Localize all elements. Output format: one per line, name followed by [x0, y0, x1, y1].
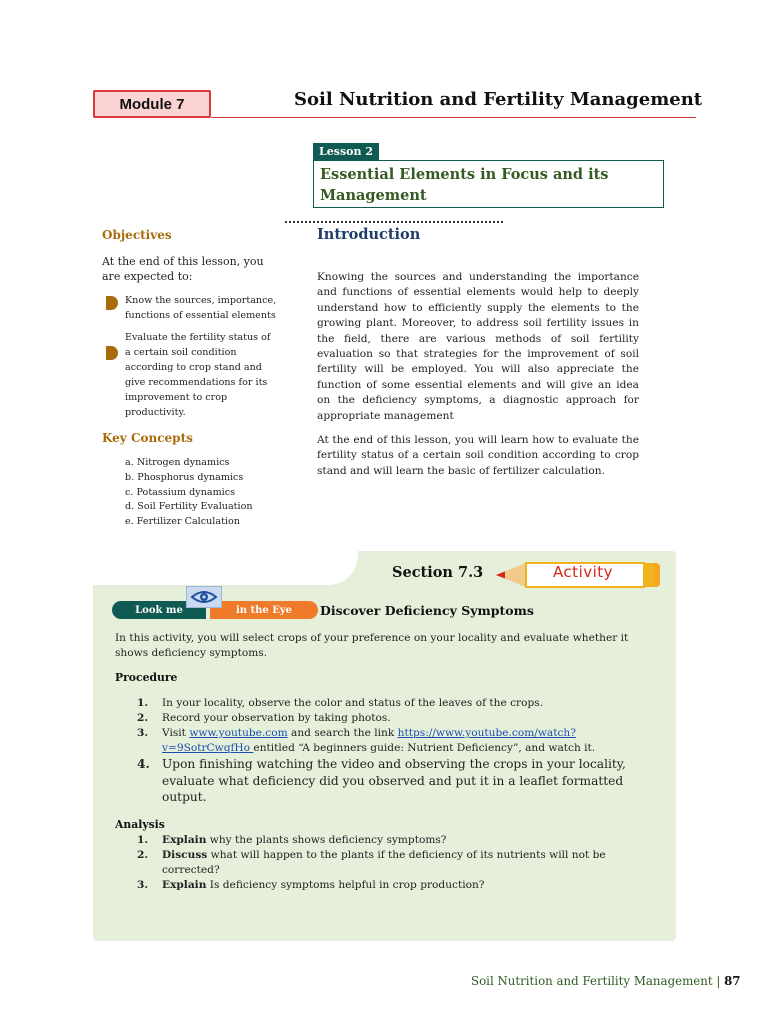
analysis-item — [137, 848, 637, 878]
analysis-verb: Explain — [162, 879, 207, 891]
key-concept-item: a. Nitrogen dynamics — [125, 457, 230, 468]
introduction-paragraph: At the end of this lesson, you will learn how to evaluate the fertility status of a certain soil condition according to crop stand and will learn the basic of fertilizer calculation. — [317, 434, 639, 477]
objectives-intro — [102, 254, 287, 284]
analysis-number: 1. — [137, 834, 149, 846]
lesson-title — [313, 160, 664, 208]
look-me-tab: Look me — [112, 601, 206, 619]
youtube-link[interactable]: www.youtube.com — [189, 727, 288, 739]
step-number: 1. — [137, 697, 149, 709]
analysis-verb: Discuss — [162, 849, 208, 861]
key-concept-item: c. Potassium dynamics — [125, 486, 236, 498]
step-text: and search the link — [287, 727, 398, 739]
activity-panel-notch — [93, 551, 358, 585]
key-concept-item: d. Soil Fertility Evaluation — [125, 501, 253, 513]
lesson-badge: Lesson 2 — [313, 143, 379, 160]
key-concept-item: b. Phosphorus dynamics — [125, 471, 244, 483]
page-footer — [471, 974, 741, 988]
step-number: 2. — [137, 712, 149, 724]
step-text: In your locality, observe the color and status of the leaves of the crops. — [162, 697, 544, 709]
introduction-heading: Introduction — [317, 226, 421, 243]
analysis-text: Is deficiency symptoms helpful in crop production? — [206, 879, 485, 891]
objectives-intro-line: are expected to: — [102, 270, 193, 283]
activity-title: Discover Deficiency Symptoms — [320, 603, 534, 618]
objective-item — [125, 330, 287, 420]
objective-line: a certain soil condition — [125, 347, 237, 358]
objective-line: productivity. — [125, 407, 186, 418]
dotted-divider — [285, 221, 503, 223]
activity-intro: In this activity, you will select crops of your preference on your locality and evaluate whether it shows deficiency symptoms. — [115, 632, 629, 659]
objective-line: improvement to crop — [125, 392, 228, 403]
objective-line: give recommendations for its — [125, 377, 268, 388]
step-text: Upon finishing watching the video and observing the crops in your locality, evaluate what deficiency did you observed and put it in a leaflet formatted output. — [162, 757, 626, 804]
procedure-step — [137, 711, 637, 726]
procedure-step — [137, 756, 637, 806]
step-number: 3. — [137, 727, 149, 739]
step-text: Record your observation by taking photos. — [162, 712, 391, 724]
key-concepts-heading: Key Concepts — [102, 431, 193, 445]
procedure-heading: Procedure — [115, 671, 178, 684]
step-number: 4. — [137, 757, 150, 771]
lesson-title-line1: Essential Elements in Focus and its — [320, 166, 609, 183]
objective-line: Know the sources, importance, — [125, 295, 277, 306]
analysis-item — [137, 878, 637, 893]
activity-label: Activity — [552, 563, 614, 581]
analysis-list — [137, 833, 637, 893]
analysis-number: 3. — [137, 879, 149, 891]
step-text: Visit — [162, 727, 190, 739]
objective-line: Evaluate the fertility status of — [125, 332, 271, 343]
footer-title: Soil Nutrition and Fertility Management — [471, 974, 713, 988]
in-the-eye-tab: in the Eye — [210, 601, 318, 619]
section-title: Section 7.3 — [392, 564, 484, 581]
bullet-icon — [106, 346, 118, 360]
introduction-paragraph: Knowing the sources and understanding the importance and functions of essential elements would help to deeply understand how to efficiently supply the elements to the growing plant. Moreover, to address soil fertility issues in the field, there are various methods of soil fertility evaluation so that strategies for the improvement of soil fertility will be employed. You will also appreciate the function of some essential elements and will give an idea on the deficiency symptoms, a diagnostic approach for appropriate management — [317, 271, 639, 422]
key-concepts-list — [125, 456, 253, 530]
procedure-list — [137, 696, 637, 806]
key-concept-item: e. Fertilizer Calculation — [125, 516, 240, 528]
objective-line: functions of essential elements — [125, 310, 276, 321]
module-label: Module 7 — [93, 90, 211, 118]
eye-icon — [186, 586, 222, 608]
video-link[interactable]: https://www.youtube.com/watch?v=9SotrCwqfHo — [162, 727, 576, 754]
header-rule — [211, 117, 696, 118]
module-title: Soil Nutrition and Fertility Management — [294, 89, 703, 110]
bullet-icon — [106, 296, 118, 310]
analysis-heading: Analysis — [115, 818, 165, 831]
procedure-step — [137, 696, 637, 711]
procedure-step — [137, 726, 637, 756]
analysis-verb: Explain — [162, 834, 207, 846]
analysis-text: why the plants shows deficiency symptoms? — [206, 834, 447, 846]
objective-item — [125, 293, 287, 323]
objectives-intro-line: At the end of this lesson, you — [102, 255, 264, 268]
objectives-heading: Objectives — [102, 228, 172, 242]
footer-separator: | — [716, 974, 721, 988]
analysis-item — [137, 833, 637, 848]
analysis-text: what will happen to the plants if the deficiency of its nutrients will not be corrected? — [162, 849, 606, 876]
page-number: 87 — [724, 974, 741, 988]
objective-line: according to crop stand and — [125, 362, 262, 373]
analysis-number: 2. — [137, 849, 149, 861]
step-text: entitled “A beginners guide: Nutrient Deficiency”, and watch it. — [253, 742, 596, 754]
lesson-title-line2: Management — [320, 187, 427, 204]
